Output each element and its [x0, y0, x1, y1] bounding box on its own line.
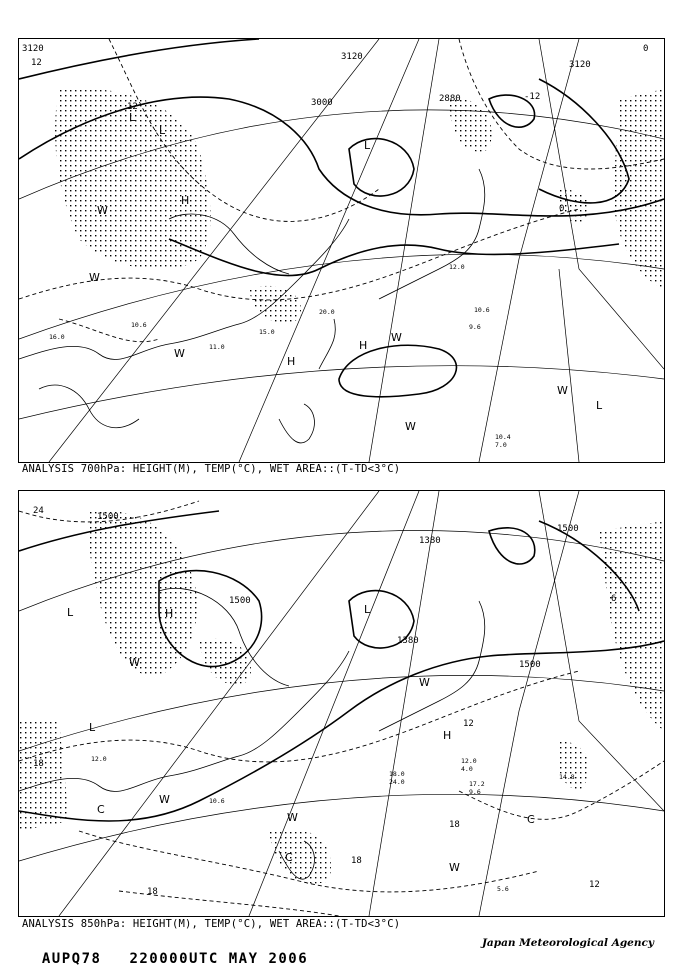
pressure-system-label: W — [557, 384, 568, 397]
station-value: 10.6 — [131, 321, 147, 329]
temp-label: 12 — [463, 719, 474, 729]
pressure-system-label: W — [287, 811, 298, 824]
height-label: 1380 — [397, 636, 419, 646]
height-label: 3000 — [311, 98, 333, 108]
height-label: 3120 — [569, 60, 591, 70]
temp-label: 0 — [643, 44, 649, 54]
temp-label: 18 — [351, 856, 362, 866]
pressure-system-label: W — [419, 676, 430, 689]
station-value: 24.0 — [389, 778, 405, 786]
station-value: 12.0 — [91, 755, 107, 763]
height-label: 1500 — [557, 524, 579, 534]
temp-label: 24 — [33, 506, 44, 516]
station-value: 14.8 — [559, 773, 575, 781]
height-label: 1500 — [97, 512, 119, 522]
station-value: 4.0 — [461, 765, 473, 773]
pressure-system-label: C — [285, 851, 293, 864]
pressure-system-label: C — [527, 813, 535, 826]
pressure-system-label: W — [449, 861, 460, 874]
station-value: 10.4 — [495, 433, 511, 441]
pressure-system-label: L — [596, 399, 603, 412]
temp-label: 18 — [33, 759, 44, 769]
pressure-system-label: H — [359, 339, 368, 352]
pressure-system-label: L — [159, 124, 166, 137]
station-value: 10.6 — [474, 306, 490, 314]
map-panel-850hpa — [18, 490, 665, 917]
pressure-system-label: C — [97, 803, 105, 816]
temp-label: 18 — [147, 887, 158, 897]
station-value: 20.0 — [319, 308, 335, 316]
pressure-system-label: W — [97, 204, 108, 217]
caption-850hpa: ANALYSIS 850hPa: HEIGHT(M), TEMP(°C), WET AREA::(T-TD<3°C) — [22, 918, 401, 930]
pressure-system-label: L — [129, 111, 136, 124]
temp-label: 12 — [589, 880, 600, 890]
wet-area-shading — [19, 510, 664, 883]
height-label: 1500 — [229, 596, 251, 606]
station-value: 9.6 — [469, 323, 481, 331]
pressure-system-label: H — [443, 729, 452, 742]
pressure-system-label: W — [174, 347, 185, 360]
caption-700hpa: ANALYSIS 700hPa: HEIGHT(M), TEMP(°C), WET AREA::(T-TD<3°C) — [22, 463, 401, 475]
temp-label: 12 — [127, 102, 138, 112]
station-value: 9.6 — [469, 788, 481, 796]
map-850hpa — [19, 491, 664, 916]
chart-datetime: 220000UTC MAY 2006 — [129, 951, 309, 967]
chart-footer — [22, 935, 308, 967]
pressure-system-label: W — [159, 793, 170, 806]
station-value: 12.0 — [461, 757, 477, 765]
height-label: 3120 — [22, 44, 44, 54]
wet-area-shading — [55, 88, 664, 323]
chart-id: AUPQ78 — [41, 951, 102, 967]
temp-label: 0 — [559, 204, 565, 214]
agency-credit: Japan Meteorological Agency — [481, 937, 654, 949]
pressure-system-label: W — [129, 656, 140, 669]
station-value: 11.0 — [209, 343, 225, 351]
pressure-system-label: L — [364, 139, 371, 152]
height-label: 2880 — [439, 94, 461, 104]
pressure-system-label: H — [165, 607, 174, 620]
temp-label: 18 — [449, 820, 460, 830]
temp-label: -12 — [524, 92, 541, 102]
pressure-system-label: W — [405, 420, 416, 433]
height-label: 1380 — [419, 536, 441, 546]
map-700hpa — [19, 39, 664, 462]
pressure-system-label: H — [181, 194, 190, 207]
pressure-system-label: L — [364, 603, 371, 616]
height-label: 1500 — [519, 660, 541, 670]
temp-label: 6 — [611, 594, 617, 604]
station-value: 5.6 — [497, 885, 509, 893]
temp-label: 12 — [31, 58, 42, 68]
station-value: 16.0 — [49, 333, 65, 341]
station-value: 12.0 — [449, 263, 465, 271]
pressure-system-label: H — [287, 355, 296, 368]
station-value: 15.0 — [259, 328, 275, 336]
station-value: 10.6 — [209, 797, 225, 805]
height-label: 3120 — [341, 52, 363, 62]
pressure-system-label: L — [67, 606, 74, 619]
pressure-system-label: W — [391, 331, 402, 344]
pressure-system-label: L — [89, 721, 96, 734]
pressure-system-label: W — [89, 271, 100, 284]
station-value: 7.0 — [495, 441, 507, 449]
station-value: 17.2 — [469, 780, 485, 788]
map-panel-700hpa — [18, 38, 665, 463]
station-value: 18.0 — [389, 770, 405, 778]
